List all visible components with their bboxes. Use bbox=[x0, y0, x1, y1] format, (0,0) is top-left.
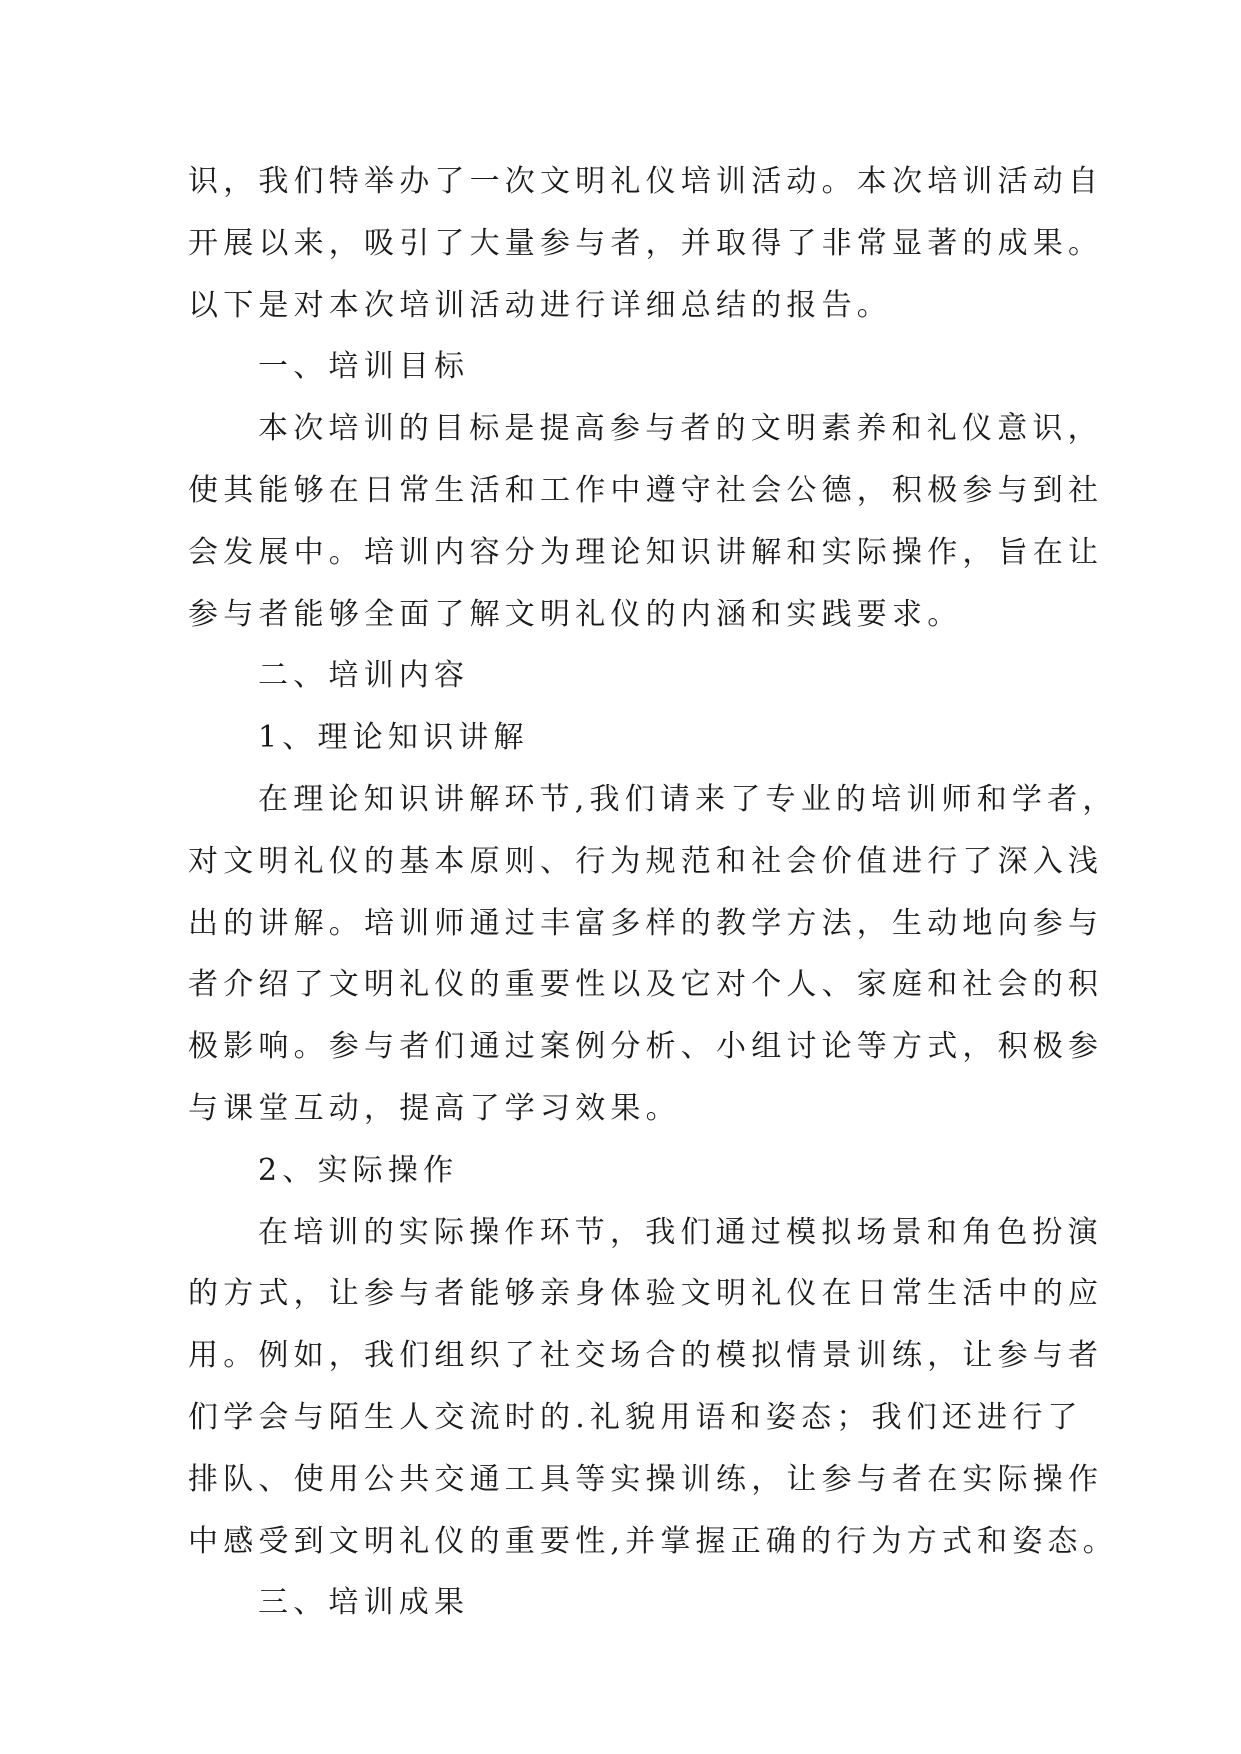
paragraph-line: 对文明礼仪的基本原则、行为规范和社会价值进行了深入浅 bbox=[188, 843, 1104, 879]
paragraph-line: 使其能够在日常生活和工作中遵守社会公德，积极参与到社 bbox=[188, 472, 1104, 508]
paragraph-line: 与课堂互动，提高了学习效果。 bbox=[188, 1090, 681, 1126]
paragraph-line-indented: 三、培训成果 bbox=[258, 1585, 470, 1621]
document-body bbox=[188, 151, 1118, 1634]
paragraph-line-indented: 二、培训内容 bbox=[258, 658, 470, 694]
paragraph-line: 会发展中。培训内容分为理论知识讲解和实际操作，旨在让 bbox=[188, 534, 1104, 570]
paragraph-line: 开展以来，吸引了大量参与者，并取得了非常显著的成果。 bbox=[188, 225, 1104, 261]
paragraph-line: 中感受到文明礼仪的重要性,并掌握正确的行为方式和姿态。 bbox=[188, 1523, 1118, 1559]
paragraph-line: 识，我们特举办了一次文明礼仪培训活动。本次培训活动自 bbox=[188, 164, 1104, 199]
paragraph-line: 用。例如，我们组织了社交场合的模拟情景训练，让参与者 bbox=[188, 1338, 1104, 1374]
paragraph-line: 极影响。参与者们通过案例分析、小组讨论等方式，积极参 bbox=[188, 1029, 1104, 1065]
paragraph-line-indented: 本次培训的目标是提高参与者的文明素养和礼仪意识， bbox=[258, 411, 1103, 447]
paragraph-line: 者介绍了文明礼仪的重要性以及它对个人、家庭和社会的积 bbox=[188, 967, 1104, 1003]
paragraph-line: 以下是对本次培训活动进行详细总结的报告。 bbox=[188, 287, 892, 323]
paragraph-line-indented: 1、理论知识讲解 bbox=[258, 720, 529, 756]
paragraph-line: 们学会与陌生人交流时的.礼貌用语和姿态；我们还进行了 bbox=[188, 1399, 1083, 1435]
paragraph-line-indented: 在理论知识讲解环节,我们请来了专业的培训师和学者， bbox=[258, 781, 1118, 817]
paragraph-line-indented: 一、培训目标 bbox=[258, 349, 470, 385]
paragraph-line-indented: 2、实际操作 bbox=[258, 1152, 459, 1188]
paragraph-line: 参与者能够全面了解文明礼仪的内涵和实践要求。 bbox=[188, 596, 963, 632]
paragraph-line: 的方式，让参与者能够亲身体验文明礼仪在日常生活中的应 bbox=[188, 1276, 1104, 1312]
paragraph-line-indented: 在培训的实际操作环节，我们通过模拟场景和角色扮演 bbox=[258, 1214, 1103, 1250]
paragraph-line: 出的讲解。培训师通过丰富多样的教学方法，生动地向参与 bbox=[188, 905, 1104, 941]
paragraph-line: 排队、使用公共交通工具等实操训练，让参与者在实际操作 bbox=[188, 1461, 1104, 1497]
